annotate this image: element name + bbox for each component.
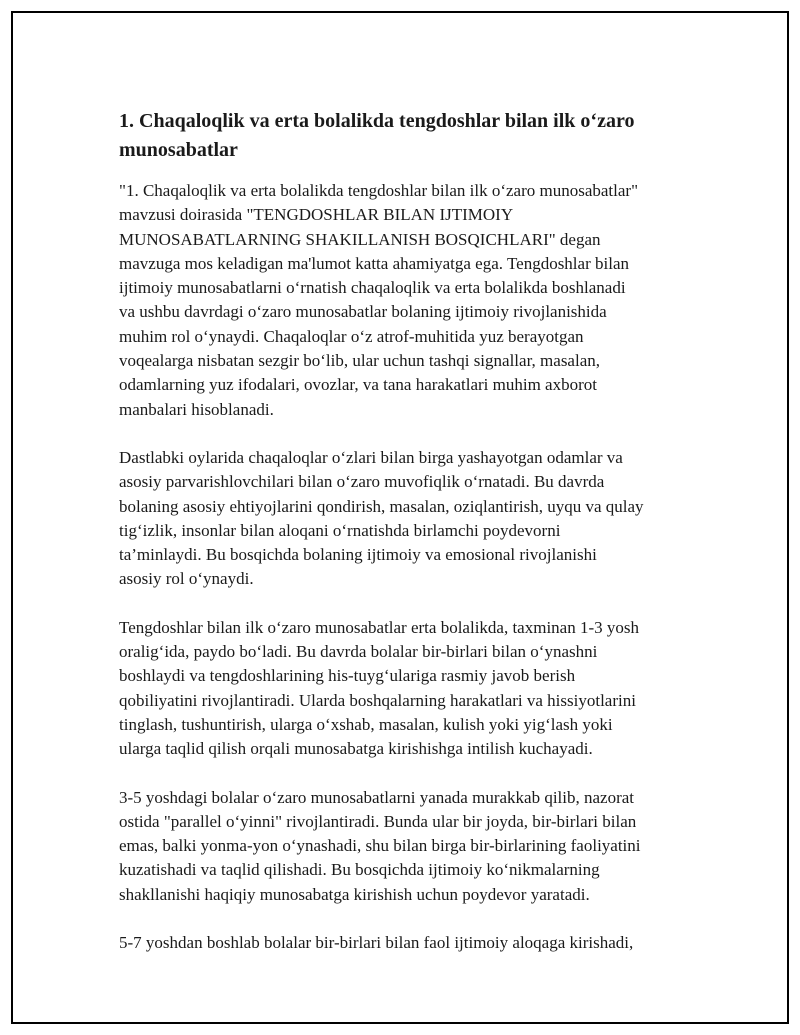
paragraph-4	[119, 786, 707, 907]
text-line: emas, balki yonma-yon o‘ynashadi, shu bilan birga bir-birlarining faoliyatini	[119, 836, 641, 856]
text-line: mavzusi doirasida "TENGDOSHLAR BILAN IJTIMOIY	[119, 205, 514, 225]
text-line: 5-7 yoshdan boshlab bolalar bir-birlari bilan faol ijtimoiy aloqaga kirishadi,	[119, 933, 634, 953]
text-line: ostida "parallel o‘yinni" rivojlantiradi. Bunda ular bir joyda, bir-birlari bilan	[119, 811, 637, 831]
text-line: manbalari hisoblanadi.	[119, 399, 274, 419]
text-line: tig‘izlik, insonlar bilan aloqani o‘rnatishda birlamchi poydevorni	[119, 520, 561, 540]
text-line: mavzuga mos keladigan ma'lumot katta ahamiyatga ega. Tengdoshlar bilan	[119, 253, 629, 273]
text-line: odamlarning yuz ifodalari, ovozlar, va tana harakatlari muhim axborot	[119, 375, 597, 395]
paragraph-1	[119, 179, 707, 422]
text-line: asosiy rol o‘ynaydi.	[119, 569, 254, 589]
heading-line: munosabatlar	[119, 139, 238, 161]
text-line: ta’minlaydi. Bu bosqichda bolaning ijtimoiy va emosional rivojlanishi	[119, 545, 597, 565]
text-line: va ushbu davrdagi o‘zaro munosabatlar bolaning ijtimoiy rivojlanishida	[119, 302, 607, 322]
text-line: boshlaydi va tengdoshlarining his-tuyg‘ulariga rasmiy javob berish	[119, 666, 576, 686]
text-line: bolaning asosiy ehtiyojlarini qondirish, masalan, oziqlantirish, uyqu va qulay	[119, 496, 644, 516]
text-line: qobiliyatini rivojlantiradi. Ularda boshqalarning harakatlari va hissiyotlarini	[119, 690, 636, 710]
text-line: oralig‘ida, paydo bo‘ladi. Bu davrda bolalar bir-birlari bilan o‘ynashni	[119, 642, 598, 662]
text-line: shakllanishi haqiqiy munosabatga kirishish uchun poydevor yaratadi.	[119, 884, 590, 904]
paragraph-3	[119, 616, 707, 762]
text-line: 3-5 yoshdagi bolalar o‘zaro munosabatlarni yanada murakkab qilib, nazorat	[119, 787, 635, 807]
text-line: voqealarga nisbatan sezgir bo‘lib, ular uchun tashqi signallar, masalan,	[119, 351, 600, 371]
section-heading	[119, 107, 707, 165]
paragraph-2	[119, 446, 707, 592]
paragraph-5	[119, 931, 707, 955]
text-line: Tengdoshlar bilan ilk o‘zaro munosabatlar erta bolalikda, taxminan 1-3 yosh	[119, 617, 639, 637]
text-line: asosiy parvarishlovchilari bilan o‘zaro muvofiqlik o‘rnatadi. Bu davrda	[119, 472, 605, 492]
text-line: "1. Chaqaloqlik va erta bolalikda tengdoshlar bilan ilk o‘zaro munosabatlar"	[119, 181, 639, 200]
text-line: muhim rol o‘ynaydi. Chaqaloqlar o‘z atrof-muhitida yuz berayotgan	[119, 326, 584, 346]
text-line: MUNOSABATLARNING SHAKILLANISH BOSQICHLARI" degan	[119, 229, 601, 249]
text-line: Dastlabki oylarida chaqaloqlar o‘zlari bilan birga yashayotgan odamlar va	[119, 447, 623, 467]
text-line: tinglash, tushuntirish, ularga o‘xshab, masalan, kulish yoki yig‘lash yoki	[119, 714, 613, 734]
text-line: ijtimoiy munosabatlarni o‘rnatish chaqaloqlik va erta bolalikda boshlanadi	[119, 278, 626, 298]
text-line: ularga taqlid qilish orqali munosabatga kirishishga intilish kuchayadi.	[119, 739, 593, 759]
heading-line: 1. Chaqaloqlik va erta bolalikda tengdoshlar bilan ilk o‘zaro	[119, 110, 635, 132]
text-line: kuzatishadi va taqlid qilishadi. Bu bosqichda ijtimoiy ko‘nikmalarning	[119, 860, 600, 880]
page-frame	[11, 11, 789, 1024]
document-body	[119, 107, 707, 979]
